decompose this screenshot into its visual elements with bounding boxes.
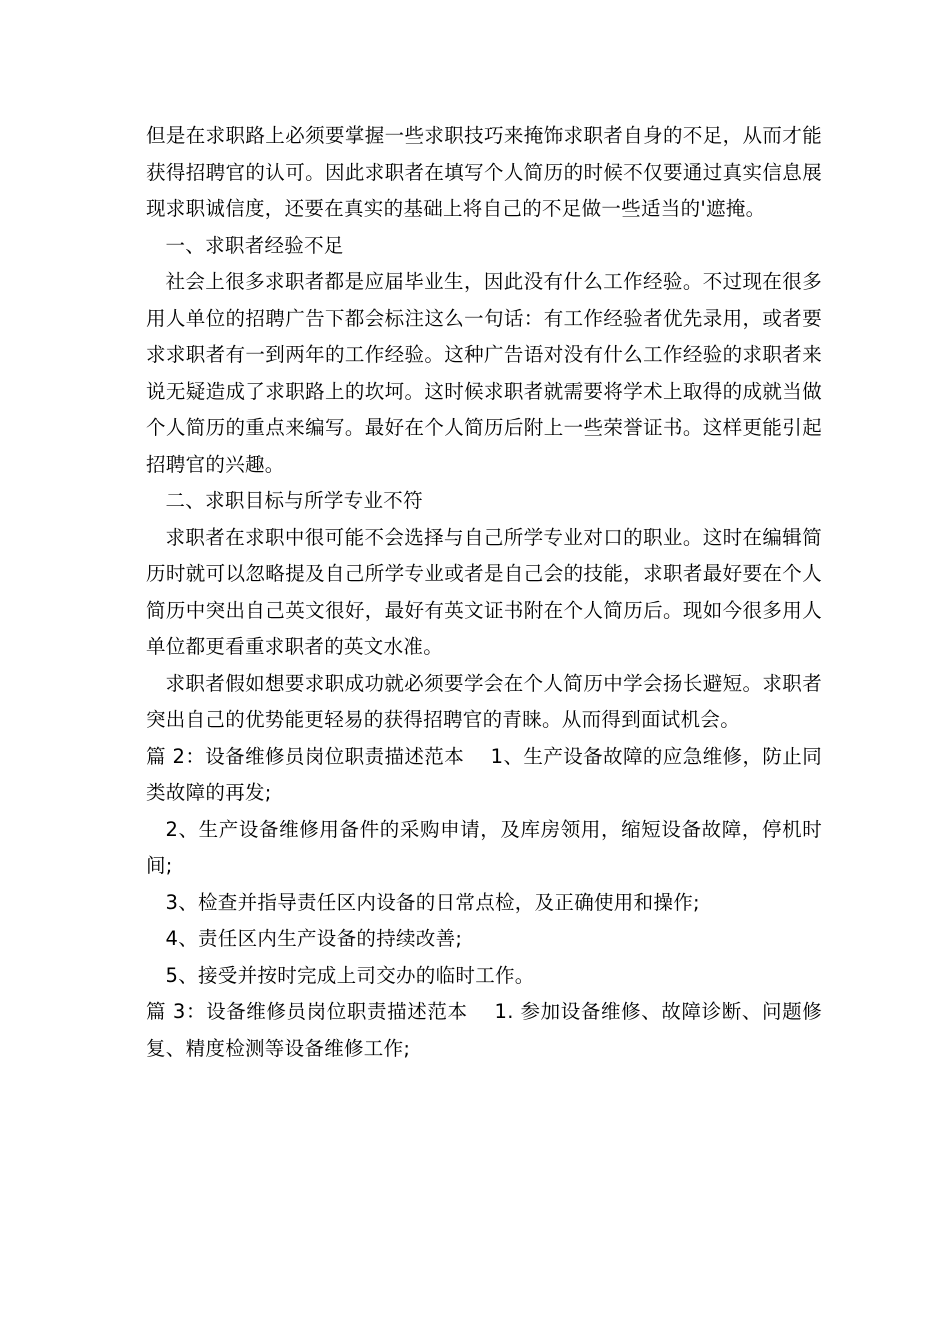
- paragraph-experience: 社会上很多求职者都是应届毕业生，因此没有什么工作经验。不过现在很多用人单位的招聘广告下都会标注这么一句话：有工作经验者优先录用，或者要求求职者有一到两年的工作经验。这种广告语对没有什么工作经验的求职者来说无疑造成了求职路上的坎坷。这时候求职者就需要将学术上取得的成就当做个人简历的重点来编写。最好在个人简历后附上一些荣誉证书。这样更能引起招聘官的兴趣。: [146, 270, 822, 476]
- article-2-heading: 篇 2：设备维修员岗位职责描述范本 1、生产设备故障的应急维修，防止同类故障的再发;: [146, 744, 822, 804]
- document-body: [146, 118, 822, 1067]
- paragraph-major-mismatch: 求职者在求职中很可能不会选择与自己所学专业对口的职业。这时在编辑简历时就可以忽略提及自己所学专业或者是自己会的技能，求职者最好要在个人简历中突出自己英文很好，最好有英文证书附在个人简历后。现如今很多用人单位都更看重求职者的英文水准。: [146, 525, 822, 658]
- section-heading-major-mismatch: 二、求职目标与所学专业不符: [165, 489, 423, 512]
- list-item-2: 2、生产设备维修用备件的采购申请，及库房领用，缩短设备故障，停机时间;: [146, 817, 822, 877]
- paragraph-conclusion: 求职者假如想要求职成功就必须要学会在个人简历中学会扬长避短。求职者突出自己的优势能更轻易的获得招聘官的青睐。从而得到面试机会。: [146, 671, 822, 731]
- article-3-heading: 篇 3：设备维修员岗位职责描述范本 1. 参加设备维修、故障诊断、问题修复、精度检测等设备维修工作;: [146, 1000, 822, 1060]
- list-item-4: 4、责任区内生产设备的持续改善;: [165, 927, 463, 950]
- paragraph-intro: 但是在求职路上必须要掌握一些求职技巧来掩饰求职者自身的不足，从而才能获得招聘官的认可。因此求职者在填写个人简历的时候不仅要通过真实信息展现求职诚信度，还要在真实的基础上将自己的不足做一些适当的'遮掩。: [146, 124, 822, 220]
- section-heading-experience: 一、求职者经验不足: [165, 233, 344, 257]
- list-item-3: 3、检查并指导责任区内设备的日常点检，及正确使用和操作;: [165, 890, 700, 914]
- list-item-5: 5、接受并按时完成上司交办的临时工作。: [165, 963, 535, 987]
